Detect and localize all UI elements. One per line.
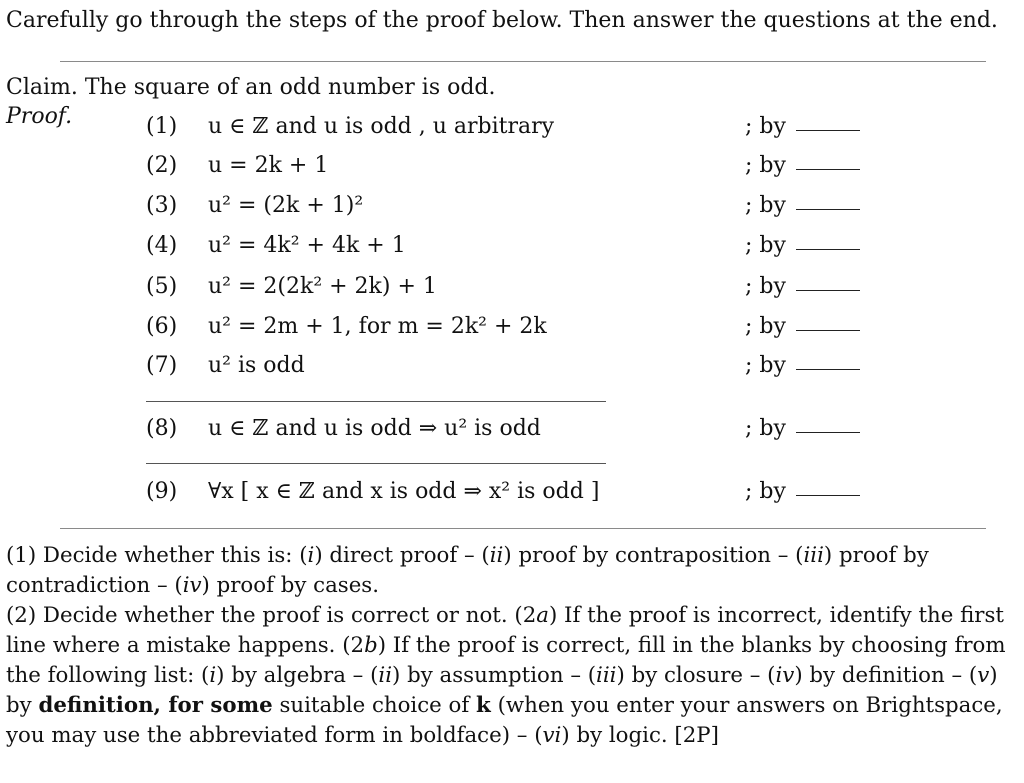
proof-separator <box>146 401 606 402</box>
step-statement: u² = 4k² + 4k + 1 <box>208 233 406 258</box>
proof-step <box>146 114 554 146</box>
answer-blank[interactable] <box>796 479 860 496</box>
top-divider <box>60 61 986 62</box>
proof-step <box>146 193 363 225</box>
step-statement: u² is odd <box>208 353 305 378</box>
answer-blank[interactable] <box>796 314 860 331</box>
by-label: ; by <box>745 233 786 258</box>
justification <box>745 314 860 339</box>
justification <box>745 193 860 218</box>
justification <box>745 233 860 258</box>
by-label: ; by <box>745 353 786 378</box>
answer-blank[interactable] <box>796 153 860 170</box>
answer-blank[interactable] <box>796 416 860 433</box>
step-number: (8) <box>146 416 178 441</box>
question-1: (1) Decide whether this is: (i) direct proof – (ii) proof by contraposition – (iii) proof by contradiction – (iv) proof by cases. <box>6 543 929 598</box>
step-number: (7) <box>146 353 178 378</box>
step-statement: u² = (2k + 1)² <box>208 193 364 218</box>
question-2: (2) Decide whether the proof is correct or not. (2a) If the proof is incorrect, identify the first line where a mistake happens. (2b) If the proof is correct, fill in the blanks by choosing from the following list: (i) by algebra – (ii) by assumption – (iii) by closure – (iv) by definition – (v) by definition, for some suitable choice of k (when you enter your answers on Brightspace, you may use the abbreviated form in boldface) – (vi) by logic. [2P] <box>6 603 1006 748</box>
answer-blank[interactable] <box>796 274 860 291</box>
step-statement: u² = 2m + 1, for m = 2k² + 2k <box>208 314 547 339</box>
justification <box>745 274 860 299</box>
by-label: ; by <box>745 314 786 339</box>
step-statement: u ∈ ℤ and u is odd , u arbitrary <box>208 114 555 139</box>
questions <box>6 541 1018 751</box>
step-number: (1) <box>146 114 178 139</box>
step-number: (9) <box>146 479 178 504</box>
proof-step <box>146 416 541 448</box>
by-label: ; by <box>745 479 786 504</box>
proof-label: Proof. <box>6 104 73 129</box>
justification <box>745 416 860 441</box>
justification <box>745 479 860 504</box>
answer-blank[interactable] <box>796 233 860 250</box>
proof-step <box>146 314 547 346</box>
step-number: (4) <box>146 233 178 258</box>
proof-step <box>146 479 599 511</box>
by-label: ; by <box>745 193 786 218</box>
answer-blank[interactable] <box>796 193 860 210</box>
step-number: (6) <box>146 314 178 339</box>
by-label: ; by <box>745 274 786 299</box>
step-statement: u ∈ ℤ and u is odd ⇒ u² is odd <box>208 416 541 441</box>
step-number: (3) <box>146 193 178 218</box>
proof-separator <box>146 463 606 464</box>
by-label: ; by <box>745 416 786 441</box>
bottom-divider <box>60 528 986 529</box>
step-statement: u = 2k + 1 <box>208 153 329 178</box>
justification <box>745 114 860 139</box>
claim: Claim. The square of an odd number is odd. <box>6 75 496 100</box>
step-number: (5) <box>146 274 178 299</box>
proof-step <box>146 233 406 265</box>
justification <box>745 353 860 378</box>
by-label: ; by <box>745 153 786 178</box>
justification <box>745 153 860 178</box>
instructions: Carefully go through the steps of the proof below. Then answer the questions at the end. <box>6 8 998 33</box>
answer-blank[interactable] <box>796 353 860 370</box>
answer-blank[interactable] <box>796 114 860 131</box>
by-label: ; by <box>745 114 786 139</box>
step-number: (2) <box>146 153 178 178</box>
proof-step <box>146 274 437 306</box>
step-statement: ∀x [ x ∈ ℤ and x is odd ⇒ x² is odd ] <box>208 479 600 504</box>
proof-step <box>146 353 305 385</box>
step-statement: u² = 2(2k² + 2k) + 1 <box>208 274 437 299</box>
proof-step <box>146 153 328 185</box>
